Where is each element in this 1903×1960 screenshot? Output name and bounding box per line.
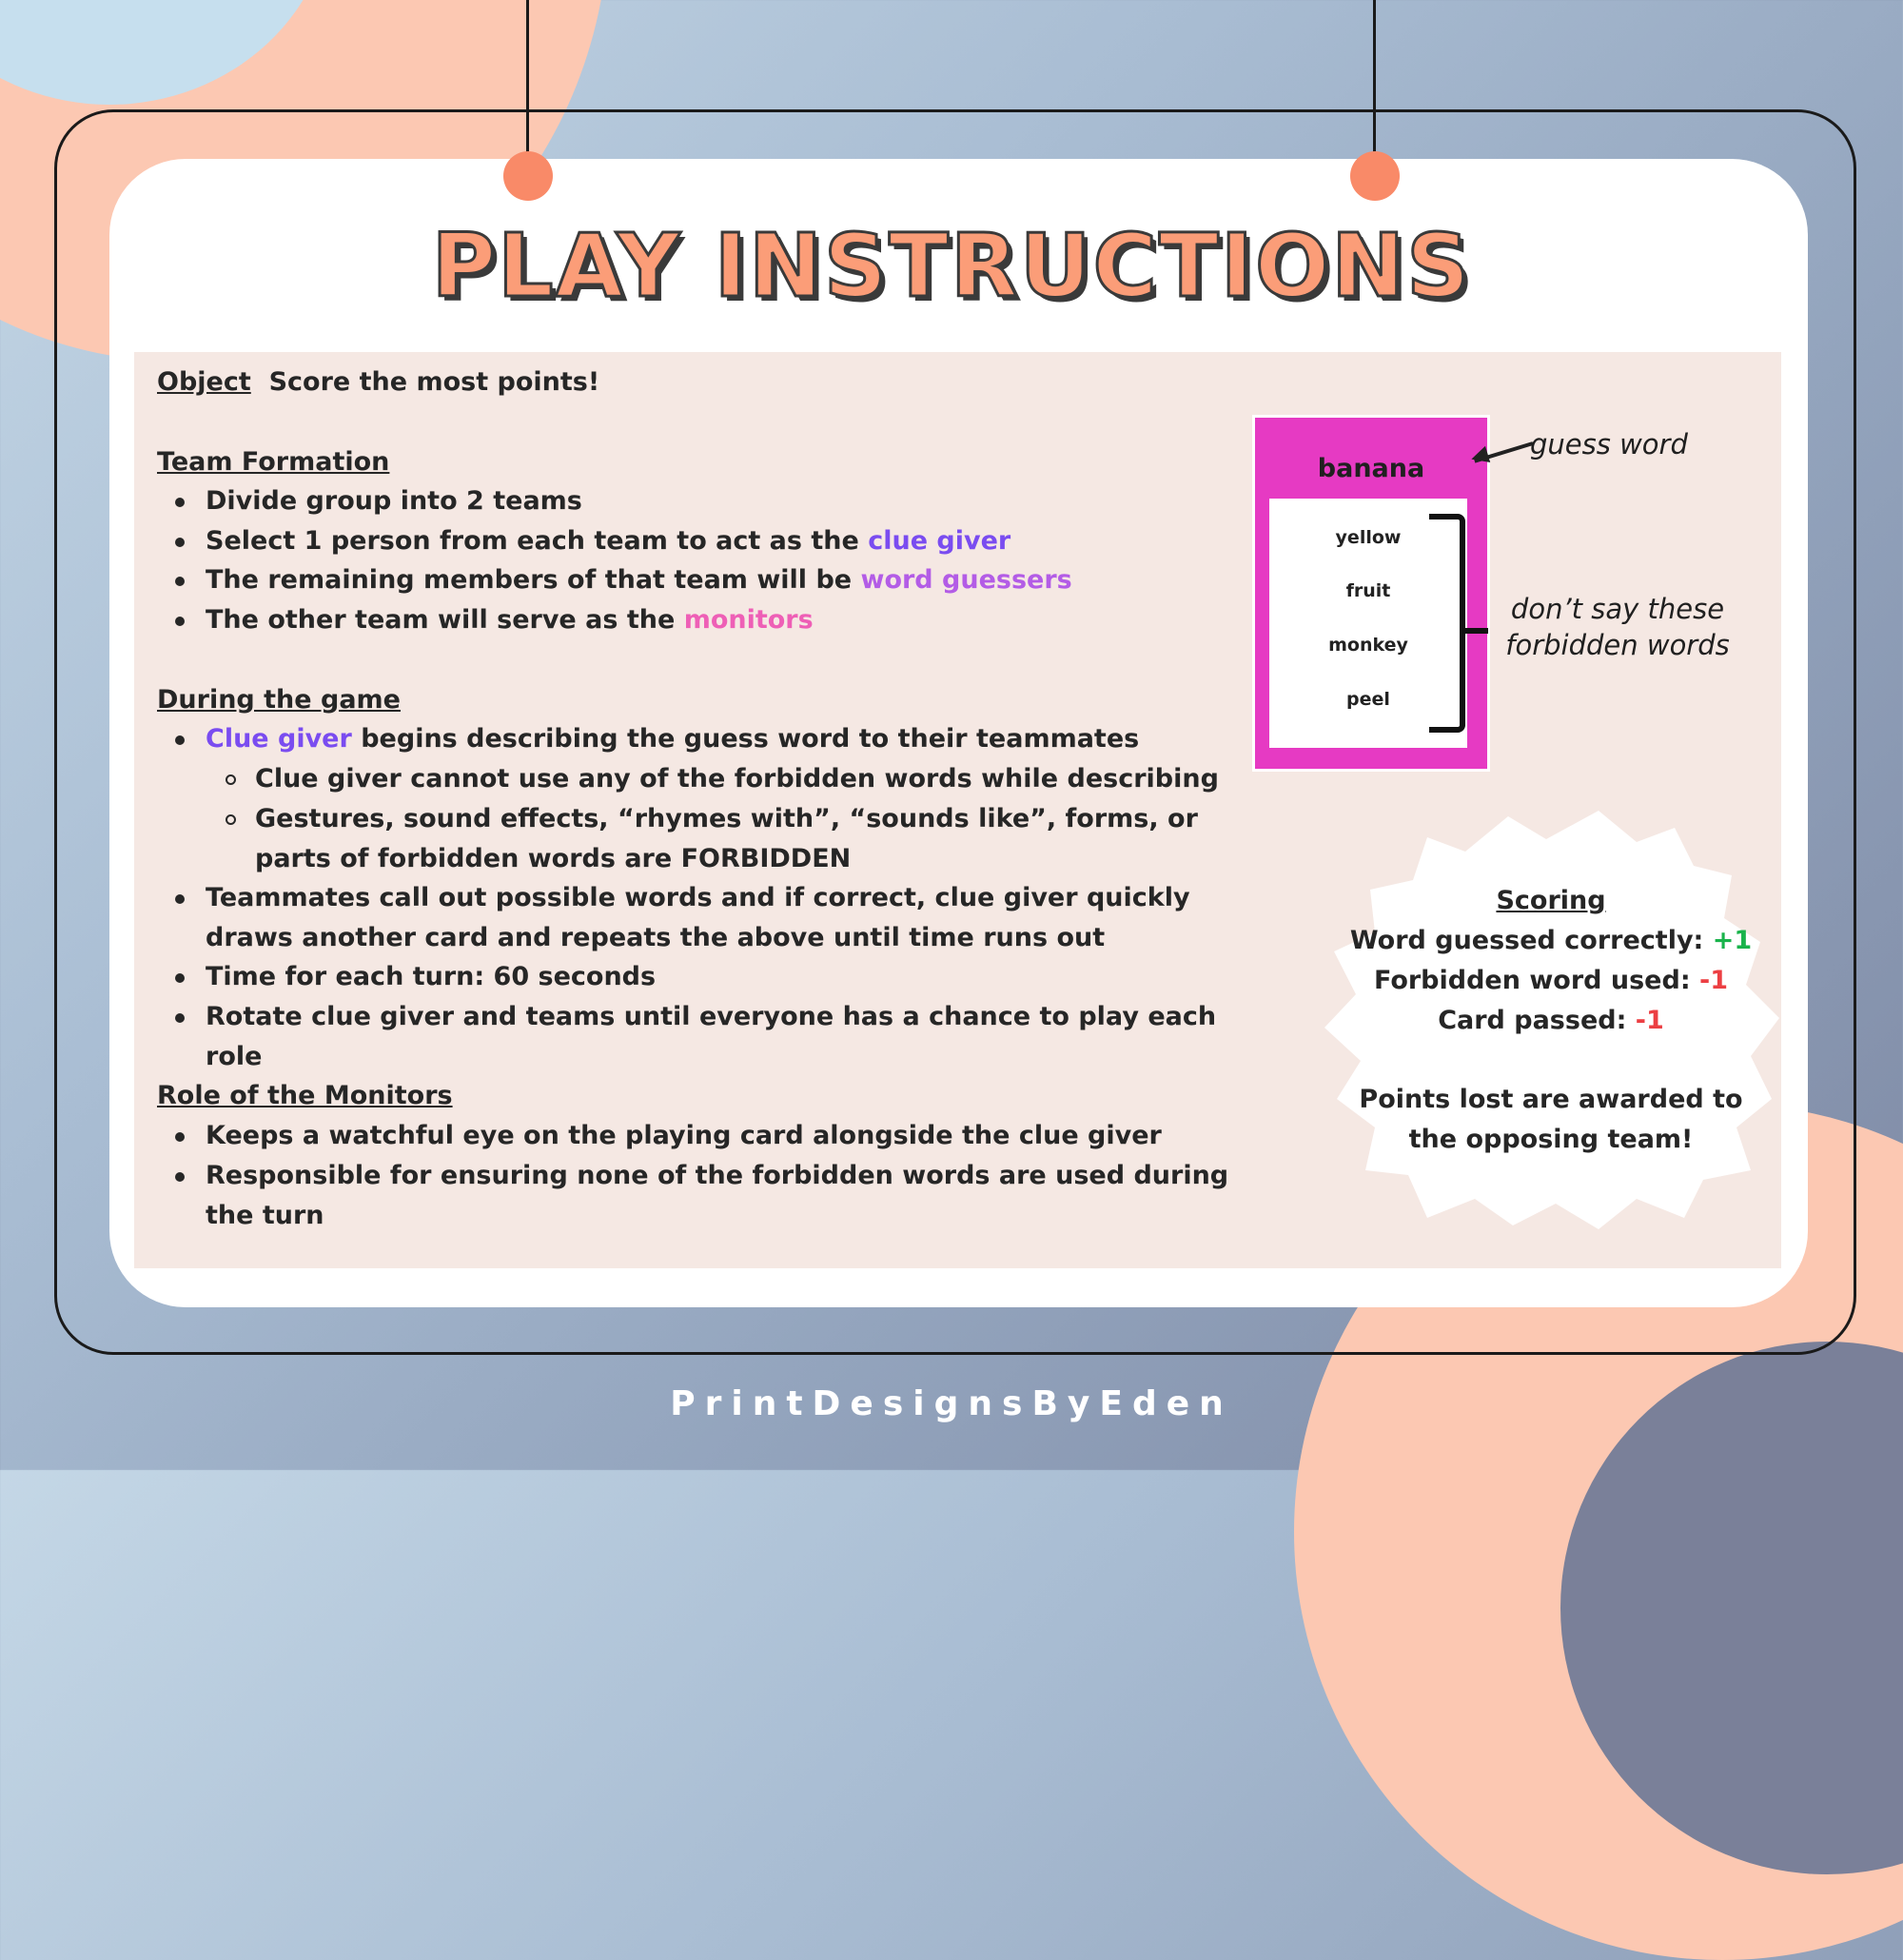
object-line (157, 363, 599, 402)
list-item (206, 1116, 1252, 1156)
forbidden-note-line1: don’t say these (1510, 593, 1725, 625)
list-item-text: begins describing the guess word to their teammates (351, 724, 1140, 754)
forbidden-word: yellow (1335, 527, 1402, 548)
list-item (206, 1156, 1252, 1236)
forbidden-word: peel (1346, 689, 1390, 710)
score-value: -1 (1699, 966, 1729, 995)
role-clue-giver: Clue giver (206, 724, 352, 754)
list-item-text: Select 1 person from each team to act as the (206, 526, 869, 556)
score-value: +1 (1712, 926, 1753, 955)
scoring-note-line1: Points lost are awarded to (1359, 1085, 1743, 1114)
sub-list-item (255, 799, 1264, 879)
list-item (206, 600, 1252, 640)
list-item-text: Time for each turn: 60 seconds (206, 962, 657, 991)
list-item (206, 719, 1252, 759)
score-label: Forbidden word used: (1373, 966, 1700, 995)
list-item (206, 560, 1252, 600)
list-item-text: Divide group into 2 teams (206, 486, 582, 516)
list-item-text: Gestures, sound effects, “rhymes with”, “sounds like”, forms, or parts of forbidden words are FORBIDDEN (255, 804, 1198, 873)
during-game-heading: During the game (157, 685, 401, 715)
hanging-string-left (526, 0, 529, 157)
list-item-text: Clue giver cannot use any of the forbidden words while describing (255, 764, 1219, 794)
card-guess-word: banana (1317, 454, 1425, 483)
list-item-text: The other team will serve as the (206, 605, 684, 635)
score-row (1275, 1001, 1827, 1041)
sub-list-item (255, 759, 1264, 799)
list-item (206, 957, 1252, 997)
role-word-guessers: word guessers (860, 565, 1072, 595)
score-label: Word guessed correctly: (1349, 926, 1713, 955)
scoring-heading: Scoring (1496, 886, 1606, 915)
pin-icon-right (1350, 151, 1400, 201)
team-formation-heading: Team Formation (157, 447, 390, 477)
list-item (206, 521, 1252, 561)
score-label: Card passed: (1438, 1006, 1636, 1035)
hanging-string-right (1373, 0, 1376, 157)
list-item (206, 997, 1252, 1077)
forbidden-word: monkey (1328, 635, 1408, 656)
list-item-text: The remaining members of that team will be (206, 565, 861, 595)
score-row (1275, 961, 1827, 1001)
score-value: -1 (1635, 1006, 1664, 1035)
forbidden-word: fruit (1345, 580, 1391, 601)
list-item-text: Responsible for ensuring none of the forbidden words are used during the turn (206, 1161, 1229, 1230)
bracket-icon (1429, 514, 1465, 733)
list-item (206, 481, 1252, 521)
object-text: Score the most points! (268, 367, 600, 397)
list-item-text: Keeps a watchful eye on the playing card alongside the clue giver (206, 1121, 1162, 1150)
role-monitors: monitors (683, 605, 814, 635)
monitors-heading: Role of the Monitors (157, 1081, 453, 1110)
score-row (1275, 921, 1827, 961)
list-item-text: Rotate clue giver and teams until everyone has a chance to play each role (206, 1002, 1217, 1071)
footer-brand: PrintDesignsByEden (670, 1384, 1233, 1423)
guess-word-note: guess word (1530, 428, 1688, 461)
list-item-text: Teammates call out possible words and if correct, clue giver quickly draws another card and repeats the above until time runs out (206, 883, 1190, 952)
role-clue-giver: clue giver (868, 526, 1011, 556)
scoring-note-line2: the opposing team! (1408, 1125, 1694, 1154)
pin-icon-left (503, 151, 553, 201)
object-label: Object (157, 367, 251, 397)
page-title: PLAY INSTRUCTIONS (431, 215, 1472, 317)
forbidden-note-line2: forbidden words (1505, 629, 1730, 661)
list-item (206, 878, 1252, 958)
